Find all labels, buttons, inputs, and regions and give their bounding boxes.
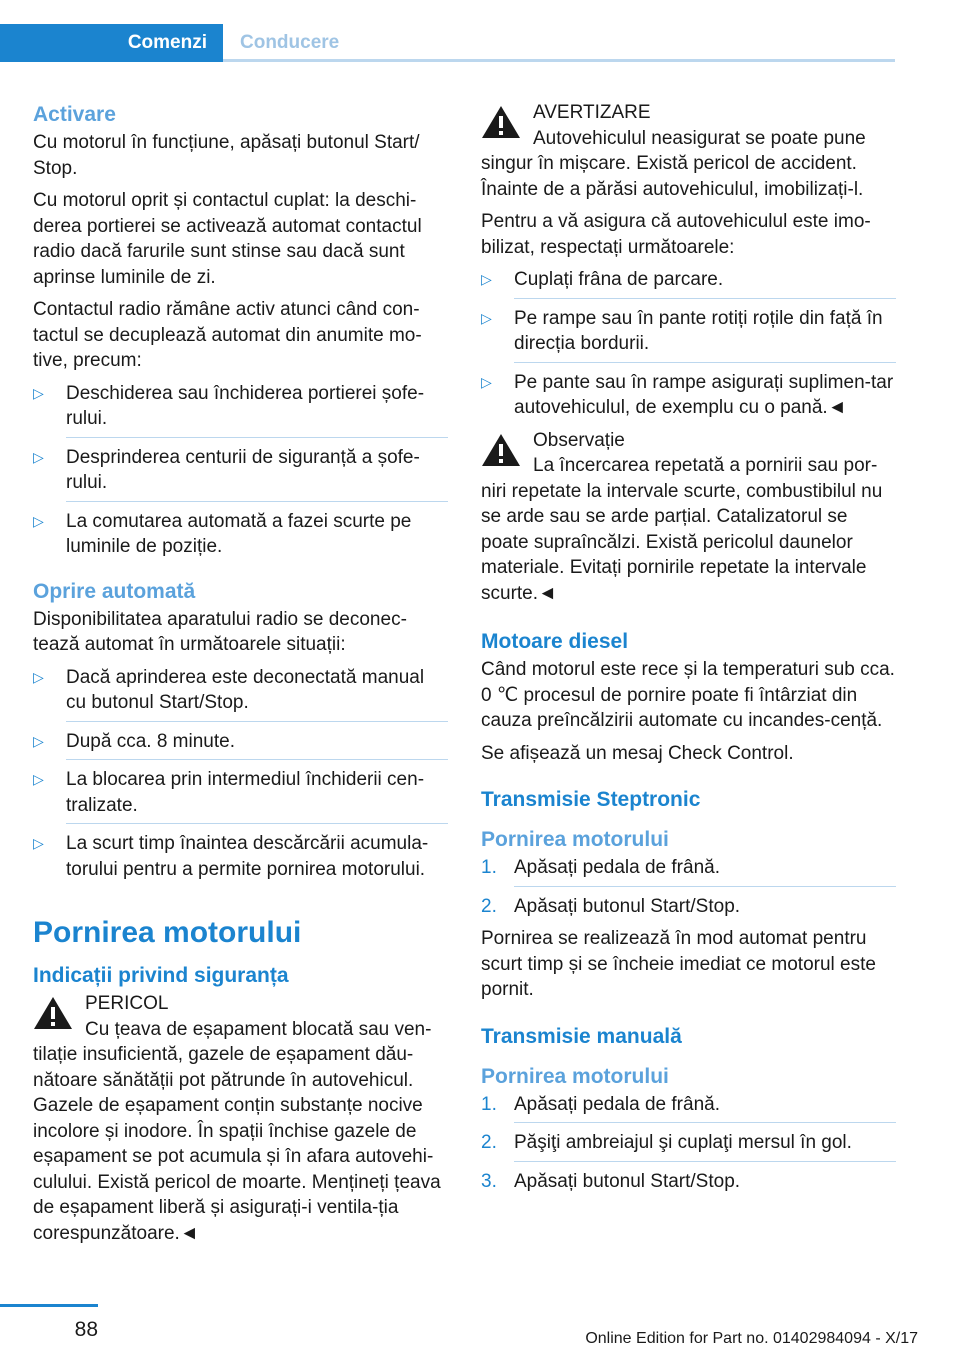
steptronic-steps <box>481 855 896 919</box>
oprire-heading: Oprire automată <box>33 579 196 603</box>
list-item-text: Păşiţi ambreiajul şi cuplaţi mersul în gol. <box>514 1132 852 1153</box>
tab-underline <box>223 59 895 62</box>
diesel-paragraph-1: Când motorul este rece și la temperaturi sub cca. 0 ℃ procesul de pornire poate fi întârziat din cauza preîncălzirii automate cu incandes-cență. <box>481 659 895 731</box>
list-item <box>481 894 896 920</box>
chapter-tabs <box>0 24 895 62</box>
warning-triangle-icon <box>33 995 73 1031</box>
avertizare-warning <box>481 100 896 202</box>
list-item-text: Dacă aprinderea este deconectată manual cu butonul Start/Stop. <box>66 666 425 713</box>
observatie-text: La încercarea repetată a pornirii sau por-niri repetate la intervale scurte, combustibilul nu se arde sau se arde parțial. Catalizatorul se poate supraîncălzi. Există pericolul daunelor materiale. Evitați pornirile repetate la intervale scurte.◄ <box>481 455 883 604</box>
list-item <box>33 509 448 560</box>
diesel-paragraph-2: Se afișează un mesaj Check Control. <box>481 742 794 764</box>
pornire-motor-heading: Pornirea motorului <box>33 916 302 949</box>
pericol-warning <box>33 991 448 1246</box>
pericol-text: Cu țeava de eșapament blocată sau ven-tilație insuficientă, gazele de eșapament dău-nătoare sănătății pot pătrunde în autovehicul. Gazele de eșapament conțin substanțe nocive incolore și inodore. În spații închise gazele de eșapament se pot acumula și în afara autovehi-culului. Există pericol de moarte. Mențineți țeava de eșapament liberă și asigurați-i ventila-ția corespunzătoare.◄ <box>33 1018 441 1244</box>
list-item-text: La comutarea automată a fazei scurte pe luminile de poziție. <box>66 510 412 557</box>
activare-paragraph-1: Cu motorul în funcțiune, apăsați butonul Start/ Stop. <box>33 132 420 179</box>
edition-footer: Online Edition for Part no. 01402984094 - X/17 <box>585 1330 918 1347</box>
left-column <box>33 100 448 1253</box>
list-item <box>481 1169 896 1195</box>
list-divider <box>514 298 896 299</box>
pericol-label: PERICOL <box>85 993 169 1014</box>
list-divider <box>66 721 448 722</box>
steptronic-heading: Transmisie Steptronic <box>481 788 701 811</box>
manuala-heading: Transmisie manuală <box>481 1024 682 1048</box>
list-item <box>33 665 448 722</box>
activare-paragraph-3: Contactul radio rămâne activ atunci când con-tactul se decuplează automat din anumite mo-tive, precum: <box>33 299 422 371</box>
asigurare-list <box>481 267 896 421</box>
activare-list <box>33 381 448 560</box>
step-number: 1. <box>481 857 497 878</box>
manuala-subheading: Pornirea motorului <box>481 1064 669 1088</box>
oprire-paragraph: Disponibilitatea aparatului radio se deconec-tează automat în următoarele situații: <box>33 608 407 655</box>
observatie-note <box>481 428 896 607</box>
right-column <box>481 100 896 1201</box>
list-item <box>481 1130 896 1162</box>
list-item-text: Apăsați pedala de frână. <box>514 857 720 878</box>
triangle-bullet-icon: ▷ <box>33 732 44 749</box>
diesel-heading: Motoare diesel <box>481 630 629 653</box>
list-item-text: După cca. 8 minute. <box>66 730 235 752</box>
list-item <box>481 1092 896 1124</box>
list-divider <box>66 823 448 824</box>
list-item-text: La blocarea prin intermediul închiderii cen-tralizate. <box>66 769 425 816</box>
tab-comenzi-label: Comenzi <box>127 32 207 53</box>
warning-triangle-icon <box>481 432 521 468</box>
activare-paragraph-2: Cu motorul oprit și contactul cuplat: la deschi-derea portierei se activează automat contactul radio dacă farurile sunt stinse sau dacă sunt aprinse luminile de zi. <box>33 190 422 288</box>
list-item <box>33 767 448 824</box>
asigurare-paragraph: Pentru a vă asigura că autovehiculul este imo-bilizat, respectați următoarele: <box>481 211 871 258</box>
list-item-text: Apăsați butonul Start/Stop. <box>514 1170 741 1192</box>
list-divider <box>66 501 448 502</box>
list-divider <box>66 759 448 760</box>
list-item-text: Apăsați pedala de frână. <box>514 1093 720 1115</box>
step-number: 2. <box>481 895 497 917</box>
triangle-bullet-icon: ▷ <box>33 668 44 685</box>
list-item <box>33 445 448 502</box>
triangle-bullet-icon: ▷ <box>481 271 492 287</box>
list-divider <box>514 1161 896 1162</box>
list-item <box>33 729 448 761</box>
steptronic-subheading: Pornirea motorului <box>481 828 669 851</box>
indicatii-heading: Indicații privind siguranța <box>33 964 289 987</box>
triangle-bullet-icon: ▷ <box>33 448 44 465</box>
list-divider <box>514 886 896 887</box>
oprire-list <box>33 665 448 883</box>
list-divider <box>514 362 896 363</box>
list-divider <box>66 437 448 438</box>
triangle-bullet-icon: ▷ <box>33 835 44 851</box>
triangle-bullet-icon: ▷ <box>33 512 44 529</box>
manuala-steps <box>481 1092 896 1195</box>
activare-heading: Activare <box>33 103 116 126</box>
avertizare-text: Autovehiculul neasigurat se poate pune singur în mișcare. Există pericol de accident. Înainte de a părăsi autovehiculul, imobilizați-l. <box>481 127 866 200</box>
observatie-label: Observație <box>533 429 625 451</box>
triangle-bullet-icon: ▷ <box>481 309 492 326</box>
avertizare-label: AVERTIZARE <box>533 102 651 123</box>
list-item-text: Desprinderea centurii de siguranță a șofe-rului. <box>66 446 420 493</box>
footer-accent-line <box>0 1304 98 1307</box>
list-item-text: Pe rampe sau în pante rotiți roțile din față în direcția bordurii. <box>514 307 883 354</box>
warning-triangle-icon <box>481 104 521 140</box>
list-item <box>481 370 896 421</box>
tab-conducere-label: Conducere <box>240 32 340 53</box>
step-number: 2. <box>481 1132 497 1153</box>
list-item <box>33 831 448 882</box>
list-item <box>481 267 896 299</box>
list-item-text: La scurt timp înaintea descărcării acumula-torului pentru a permite pornirea motorului. <box>66 833 429 880</box>
tab-comenzi[interactable] <box>0 24 223 62</box>
list-item <box>33 381 448 438</box>
list-item <box>481 855 896 887</box>
list-item <box>481 306 896 363</box>
list-item-text: Deschiderea sau închiderea portierei șofe-rului. <box>66 382 425 429</box>
page-number: 88 <box>74 1318 98 1341</box>
steptronic-paragraph: Pornirea se realizează în mod automat pentru scurt timp și se încheie imediat ce motorul este pornit. <box>481 928 876 1000</box>
list-divider <box>514 1122 896 1123</box>
tab-conducere[interactable] <box>223 24 895 62</box>
list-item-text: Cuplați frâna de parcare. <box>514 269 724 290</box>
triangle-bullet-icon: ▷ <box>33 771 44 787</box>
list-item-text: Apăsați butonul Start/Stop. <box>514 895 741 917</box>
list-item-text: Pe pante sau în rampe asigurați suplimen-tar autovehiculul, de exemplu cu o pană.◄ <box>514 371 894 418</box>
triangle-bullet-icon: ▷ <box>481 373 492 390</box>
step-number: 1. <box>481 1093 497 1115</box>
step-number: 3. <box>481 1170 497 1192</box>
triangle-bullet-icon: ▷ <box>33 384 44 401</box>
